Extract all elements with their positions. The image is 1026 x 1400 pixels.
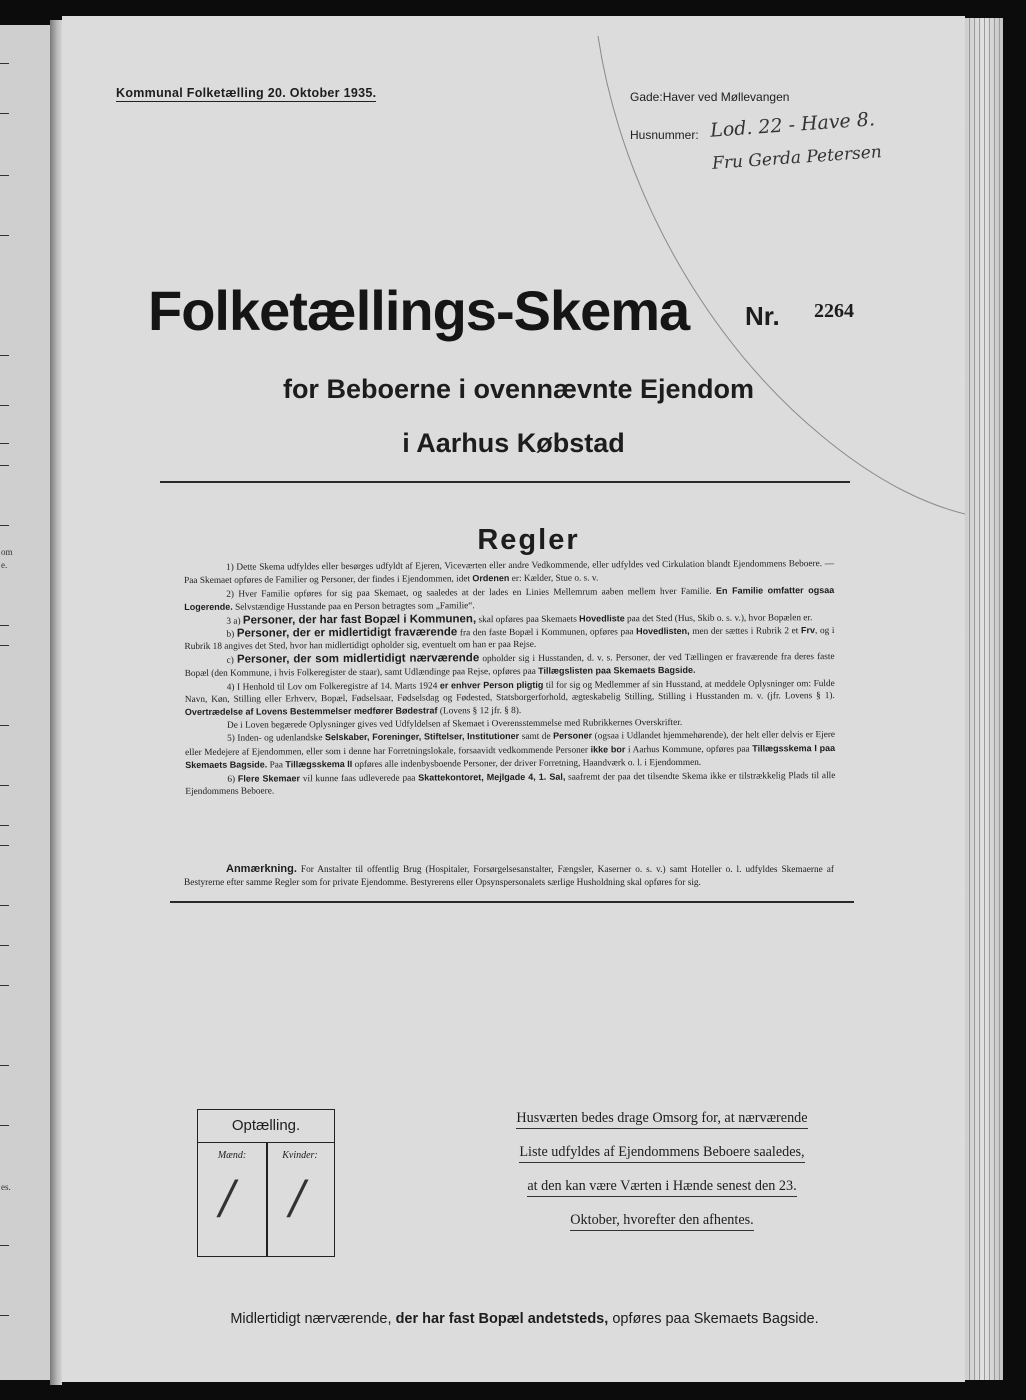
footer-note: Midlertidigt nærværende, der har fast Bopæl andetsteds, opføres paa Skemaets Bagside.: [230, 1311, 819, 1327]
rule-6: 6) Flere Skemaer vil kunne faas udleverede paa Skattekontoret, Mejlgade 4, 1. Sal, saafremt der paa det tilsendte Skema ikke er tilstrækkelig Plads til alle Ejendommens Beboere.: [185, 770, 836, 797]
form-subtitle: for Beboerne i ovennævnte Ejendom: [282, 374, 755, 404]
book-gutter: [50, 20, 62, 1385]
notice-line: at den kan være Værten i Hænde senest den 23.: [527, 1178, 796, 1197]
remark-text: For Anstalter til offentlig Brug (Hospitaler, Forsørgelsesanstalter, Fængsler, Kaserner o. s. v.) samt Hoteller o. l. udfyldes Skemaerne af Bestyrerne efter samme Regler som for private Ejendomme. Bestyrerens eller Opsynspersonalets særlige Husholdning skal opføres for sig.: [184, 865, 834, 888]
tally-women-label: Kvinder:: [282, 1150, 318, 1161]
rule-3c: c) Personer, der som midlertidigt nærværende opholder sig i Husstanden, d. v. s. Personer, der ved Tællingen er fraværende fra deres faste Bopæl (den Kommune, i hvis Folkeregister de staar), samt Udlændinge paa Rejse, opføres paa Tillægslisten paa Skemaets Bagside.: [184, 651, 835, 680]
street-value: Haver ved Møllevangen: [662, 90, 790, 104]
rule-5: 5) Inden- og udenlandske Selskaber, Foreninger, Stiftelser, Institutioner samt de Personer (ogsaa i Udlandet hjemmehørende), der helt eller delvis er Ejere eller Medejere af Ejendommen, eller som i denne har Forretningslokale, forsaavidt vedkommende Personer ikke bor i Aarhus Kommune, opføres paa Tillægsskema I paa Skemaets Bagside. Paa Tillægsskema II opføres alle indenbysboende Personer, der driver Forretning, Haandværk o. l. i Ejendommen.: [185, 730, 836, 771]
notice-line: Oktober, hvorefter den afhentes.: [570, 1212, 753, 1231]
rule-3b: b) Personer, der er midlertidigt fraværende fra den faste Bopæl i Kommunen, opføres paa Hovedlisten, men der sættes i Rubrik 2 et Frv, og i Rubrik 18 angives det Sted, hvor han midlertidigt opholder sig, eventuelt om han er paa Rejse.: [184, 625, 835, 653]
tally-women-mark: /: [285, 1170, 311, 1224]
stacked-page-edges: [965, 18, 1005, 1380]
tally-box: [197, 1109, 335, 1257]
tally-men-mark: /: [215, 1170, 241, 1224]
remark-section: [184, 863, 834, 890]
title-divider: [160, 481, 850, 483]
rules-text: [184, 558, 835, 798]
rule-3a: 3 a) Personer, der har fast Bopæl i Kommunen, skal opføres paa Skemaets Hovedliste paa det Sted (Hus, Skib o. s. v.), hvor Bopælen er.: [226, 612, 813, 627]
house-number-handwritten: Lod. 22 - Have 8.: [709, 108, 876, 142]
rule-1: 1) Dette Skema udfyldes eller besørges udfyldt af Ejeren, Viceværten eller andre Vedkommende, eller udfyldes ved Cirkulation blandt Ejendommens Beboere. — Paa Skemaet opføres de Familier og Personer, der findes i Ejendommen, idet Ordenen er: Kælder, Stue o. s. v.: [184, 559, 835, 587]
form-municipality: i Aarhus Købstad: [402, 428, 625, 458]
notice-line: Husværten bedes drage Omsorg for, at nærværende: [516, 1110, 807, 1129]
census-form-page: [62, 16, 965, 1382]
form-number-value: 2264: [814, 300, 854, 322]
rule-4: 4) I Henhold til Lov om Folkeregistre af 14. Marts 1924 er enhver Person pligtig til for sig og Medlemmer af sin Husstand, at meddele Oplysninger om: Fulde Navn, Køn, Stilling eller Erhverv, Bopæl, Fødselsaar, Fødselsdag og Fødested, Statsborgerforhold, ægteskabelig Stilling, Stilling i Husstanden m. v. (jfr. Lovens § 1). Overtrædelse af Lovens Bestemmelser medfører Bødestraf (Lovens § 12 jfr. § 8).: [184, 678, 835, 718]
left-page-fragment: om: [1, 547, 13, 557]
tally-heading: Optælling.: [198, 1110, 334, 1143]
form-number-label: Nr.: [745, 301, 780, 331]
rule-2: 2) Hver Familie opføres for sig paa Skemaet, og saaledes at der lades en Linies Mellemrum aaben mellem hver Familie. En Familie omfatter ogsaa Logerende. Selvstændige Husstande paa en Person betragtes som „Familie“.: [184, 584, 835, 613]
form-title: Folketællings-Skema: [148, 279, 690, 342]
house-number-label: Husnummer:: [630, 128, 699, 142]
rules-heading: Regler: [477, 524, 580, 556]
rule-4-continued: De i Loven begærede Oplysninger gives ved Udfyldelsen af Skemaet i Overensstemmelse med Rubrikkernes Overskrifter.: [226, 717, 683, 731]
tally-men-label: Mænd:: [217, 1150, 247, 1161]
remark-divider: [170, 901, 854, 903]
left-page-edge: [0, 25, 52, 1380]
left-page-fragment: e.: [1, 560, 8, 570]
notice-line: Liste udfyldes af Ejendommens Beboere saaledes,: [519, 1144, 804, 1163]
owner-name-handwritten: Fru Gerda Petersen: [711, 142, 883, 174]
remark-label: Anmærkning.: [226, 863, 297, 875]
left-page-fragment: es.: [1, 1182, 11, 1192]
street-label: Gade:: [630, 90, 663, 104]
census-date-line: Kommunal Folketælling 20. Oktober 1935.: [116, 86, 377, 100]
